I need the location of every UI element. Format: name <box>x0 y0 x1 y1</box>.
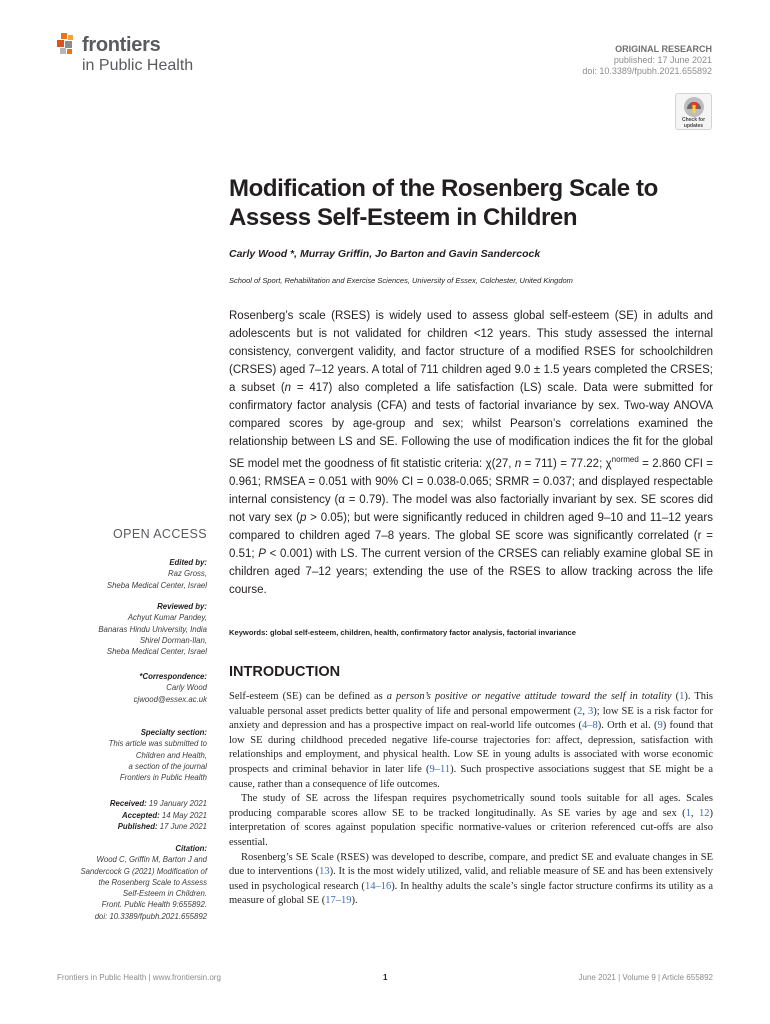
accepted-date <box>40 810 207 822</box>
check-for-updates-button[interactable] <box>675 93 712 130</box>
intro-text: , <box>582 705 589 717</box>
specialty-section-info <box>40 727 207 783</box>
specialty-line: a section of the journal <box>128 761 207 771</box>
logo-journal-name: in Public Health <box>82 57 194 74</box>
abstract-text-1: Rosenberg’s scale (RSES) is widely used to assess global self-esteem (SE) in adults and adolescents but is not validated for children <12 years. This study assessed the internal consistency, convergent validity, and factor structure of a modified RSES for schoolchildren (CRSES) aged 7–12 years. A total of 711 children aged 9.0 ± 1.5 years completed the CRSES; a subset ( <box>229 310 713 394</box>
page-number: 1 <box>383 973 388 982</box>
citation-line: Front. Public Health 9:655892. <box>101 900 207 910</box>
normed-superscript: normed <box>611 455 639 464</box>
citation-label: Citation: <box>175 844 207 853</box>
abstract-text-2: = 417) also completed a life satisfaction (LS) scale. Data were submitted for confirmatory factor analysis (CFA) and tests of factorial invariance by sex. Two-way ANOVA compared scores by age-group and sex; whilst Pearson’s correlations examined the relationship between LS and SE. Following the use of modification indices the fit for the global SE model met the goodness of fit statistic criteria: χ(27, <box>229 382 713 470</box>
accepted-label: Accepted: <box>122 810 160 820</box>
correspondent-email[interactable]: cjwood@essex.ac.uk <box>133 694 207 704</box>
intro-text: ) found that low SE during childhood preceded negative life-course trajectories for: affect, depression, satisfaction with relationships and employment, and physical health. Low SE in young adults is associated with worse economic prospects and criminal behavior in later life ( <box>229 720 713 775</box>
citation-info <box>40 843 207 922</box>
reviewer-name[interactable]: Achyut Kumar Pandey, <box>127 613 207 623</box>
editor-info <box>40 557 207 591</box>
citation-link[interactable]: 1 <box>679 691 685 702</box>
received-date <box>40 798 207 810</box>
citation-line: the Rosenberg Scale to Assess <box>98 877 207 887</box>
check-label-2: updates <box>683 122 704 129</box>
intro-text: The study of SE across the lifespan requires psychometrically sound tools suitable for all ages. Scales producing comparable scores allow SE to be tracked longitudinally. As SE varies by age and sex ( <box>229 793 713 819</box>
abstract-text-6: < 0.001) with LS. The current version of the CRSES can reliably examine global SE in children aged 7–12 years; extending the use of the RSES to allow tracking across the life course. <box>229 547 713 596</box>
specialty-line: This article was submitted to <box>108 739 207 749</box>
citation-link[interactable]: 9 <box>657 720 663 732</box>
intro-text: , <box>690 807 700 819</box>
article-doi[interactable]: doi: 10.3389/fpubh.2021.655892 <box>582 66 712 76</box>
intro-text: ). <box>351 895 358 907</box>
article-title: Modification of the Rosenberg Scale to Assess Self-Esteem in Children <box>229 175 658 231</box>
logo-wordmark: frontiers <box>82 34 161 56</box>
specialty-line: Children and Health, <box>135 750 207 760</box>
citation-link[interactable]: 3 <box>588 705 594 717</box>
citation-line: Self-Esteem in Children. <box>122 889 207 899</box>
reviewer-info <box>40 601 207 657</box>
reviewed-by-label: Reviewed by: <box>157 602 207 611</box>
intro-text: Rosenberg’s SE Scale (RSES) was developed to describe, compare, and predict SE and evaluate changes in SE due to interventions ( <box>229 851 713 878</box>
open-access-label: OPEN ACCESS <box>112 527 207 541</box>
received-value: 19 January 2021 <box>146 799 207 808</box>
citation-line: Sandercock G (2021) Modification of <box>80 866 207 876</box>
intro-text: ); low SE is a risk factor for anxiety and depression and has a prospective impact on real-world life outcomes ( <box>229 705 713 732</box>
intro-text: ( <box>671 691 680 702</box>
author-list: Carly Wood *, Murray Griffin, Jo Barton and Gavin Sandercock <box>229 248 541 260</box>
crossmark-icon <box>683 96 705 118</box>
keywords-text: global self-esteem, children, health, confirmatory factor analysis, factorial invariance <box>269 628 576 637</box>
citation-link[interactable]: 17–19 <box>325 895 352 907</box>
section-heading-introduction: INTRODUCTION <box>229 664 341 680</box>
keywords-label: Keywords: <box>229 628 268 637</box>
keywords <box>229 628 713 637</box>
correspondence-label: *Correspondence: <box>139 672 207 681</box>
specialty-section-label: Specialty section: <box>140 728 207 737</box>
n-symbol: n <box>284 382 292 394</box>
intro-text: ). In healthy adults the scale’s single factor structure confirms its utility as a measure of global SE ( <box>229 880 713 907</box>
intro-paragraph-1 <box>229 690 713 792</box>
citation-doi[interactable]: doi: 10.3389/fpubh.2021.655892 <box>94 911 207 921</box>
specialty-line: Frontiers in Public Health <box>119 773 207 783</box>
published-value: 17 June 2021 <box>157 822 207 831</box>
editor-name[interactable]: Raz Gross, <box>168 569 207 579</box>
citation-link[interactable]: 2 <box>577 705 583 717</box>
p-symbol: P <box>258 547 266 560</box>
correspondence-info <box>40 671 207 705</box>
article-type: ORIGINAL RESEARCH <box>615 44 712 54</box>
affiliation: School of Sport, Rehabilitation and Exercise Sciences, University of Essex, Colchester, United Kingdom <box>229 276 573 285</box>
reviewer-name[interactable]: Shirel Dorman-Ilan, <box>139 635 207 645</box>
intro-paragraph-2 <box>229 792 713 850</box>
citation-line: Wood C, Griffin M, Barton J and <box>96 855 207 865</box>
editor-affiliation: Sheba Medical Center, Israel <box>106 580 207 590</box>
citation-link[interactable]: 13 <box>319 866 330 878</box>
citation-link[interactable]: 14–16 <box>364 880 392 892</box>
accepted-value: 14 May 2021 <box>159 810 207 820</box>
citation-link[interactable]: 9–11 <box>429 763 451 775</box>
article-dates <box>40 798 207 833</box>
article-meta <box>582 44 712 77</box>
intro-text: Self-esteem (SE) can be defined as <box>229 691 387 702</box>
journal-logo[interactable] <box>57 33 227 79</box>
intro-text: ). This valuable personal asset predicts better quality of life and personal empowerment ( <box>229 691 713 717</box>
intro-text: ). It is the most widely utilized, valid, and reliable measure of SE and has been extensively used in psychological research ( <box>229 866 713 892</box>
p-symbol: p <box>299 511 307 524</box>
check-label-1: Check for <box>681 117 706 123</box>
correspondent-name: Carly Wood <box>166 683 207 693</box>
footer-volume-info: June 2021 | Volume 9 | Article 655892 <box>578 973 713 982</box>
published-label: Published: <box>117 822 158 831</box>
abstract-text-4: = 2.860 CFI = 0.961; RMSEA = 0.051 with 90% CI = 0.038-0.065; SRMR = 0.037; and displayed respectable internal consistency (α = 0.79). The model was also factorially invariant by sex. SE scores did not vary sex ( <box>229 457 714 524</box>
edited-by-label: Edited by: <box>169 558 207 567</box>
reviewer-affiliation: Banaras Hindu University, India <box>98 624 207 634</box>
footer-journal-link[interactable]: Frontiers in Public Health | www.frontiersin.org <box>57 973 221 982</box>
abstract-text-5: > 0.05); but were significantly reduced in children aged 9–10 and 11–12 years compared to children aged 7–8 years. The global SE score was significantly correlated (r = 0.51; <box>229 511 713 560</box>
frontiers-logo-icon <box>57 33 79 57</box>
citation-link[interactable]: 1 <box>685 807 691 819</box>
intro-emphasis: a person’s positive or negative attitude toward the self in totality <box>386 691 672 702</box>
published-date: published: 17 June 2021 <box>613 55 712 65</box>
abstract <box>229 307 713 599</box>
intro-text: ). Orth et al. ( <box>597 720 658 732</box>
published-date-side <box>40 821 207 833</box>
abstract-text-3: = 711) = 77.22; χ <box>521 457 612 470</box>
intro-paragraph-3 <box>229 851 713 909</box>
reviewer-affiliation: Sheba Medical Center, Israel <box>106 647 207 657</box>
intro-text: ) interpretation of scores against population specific normative-values or criterion referenced cut-offs are also essential. <box>229 807 714 848</box>
citation-link[interactable]: 12 <box>699 807 710 819</box>
citation-link[interactable]: 4–8 <box>581 720 598 732</box>
n-symbol: n <box>514 457 522 470</box>
introduction-body <box>229 690 713 909</box>
intro-text: ). Such prospective associations suggest that SE might be a cause, rather than a consequence of life outcomes. <box>229 763 713 790</box>
received-label: Received: <box>109 799 147 808</box>
